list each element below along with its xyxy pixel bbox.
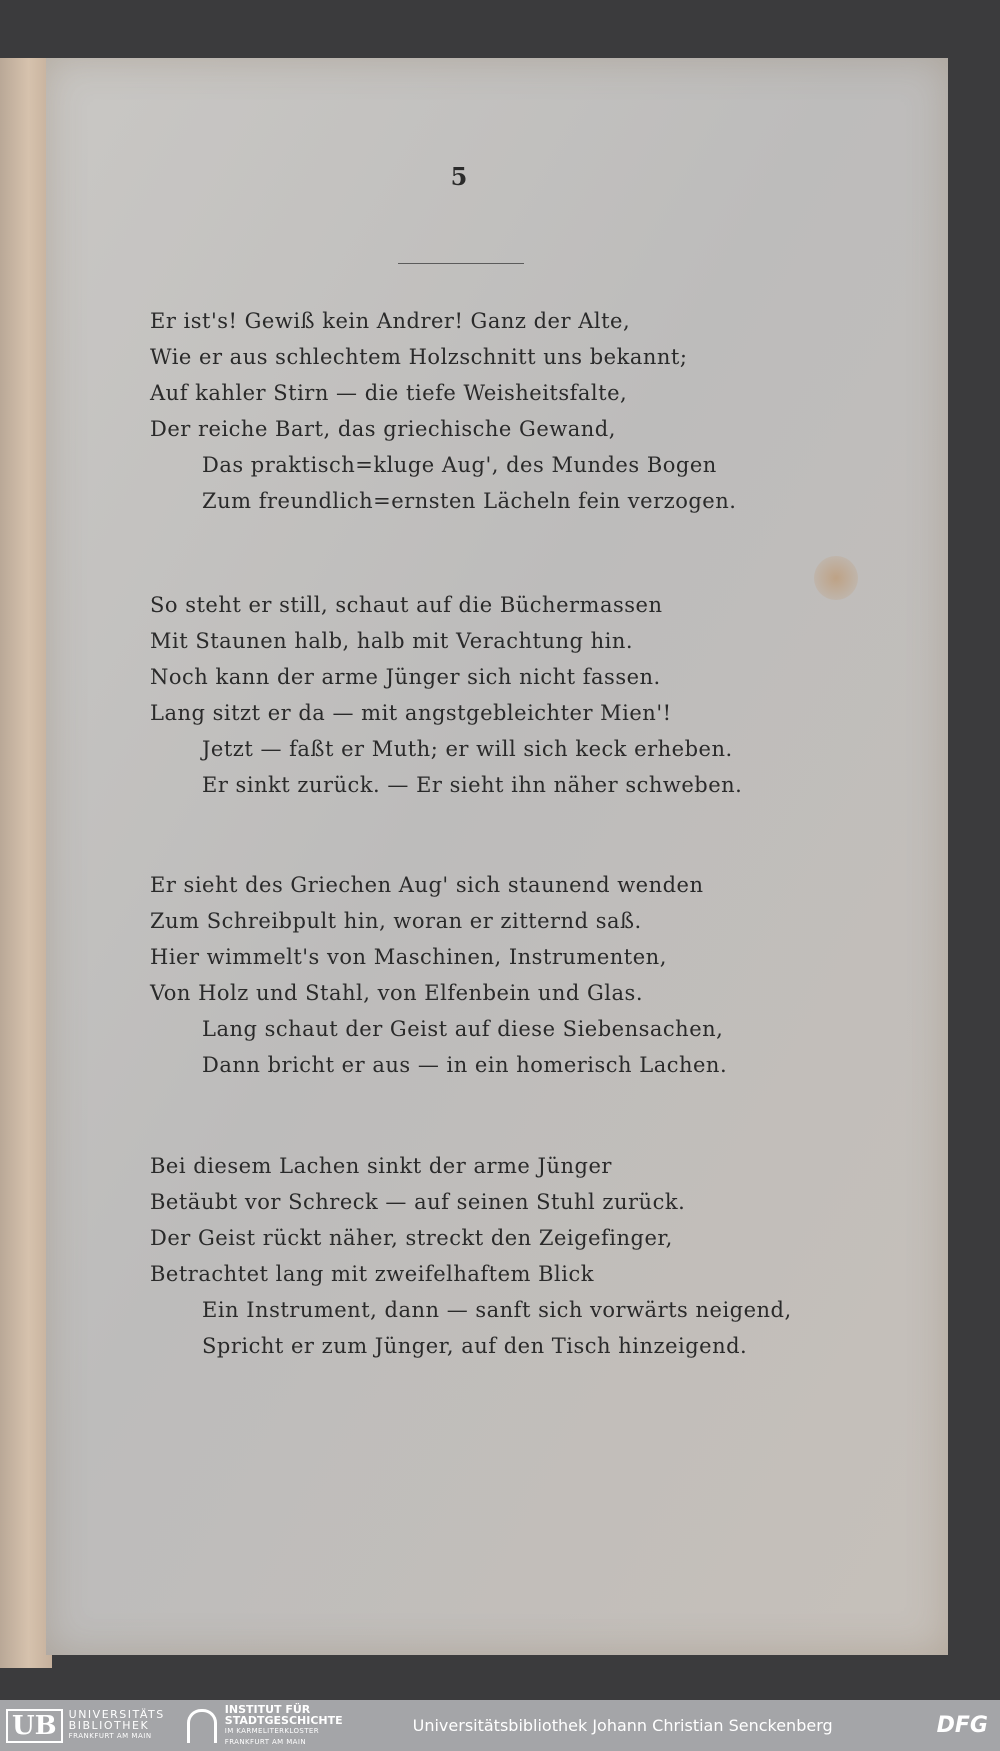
verse-line: Mit Staunen halb, halb mit Verachtung hin. — [150, 629, 634, 653]
verse-line: Zum freundlich=ernsten Lächeln fein verzogen. — [202, 489, 737, 513]
verse-line: Lang schaut der Geist auf diese Siebensachen, — [202, 1017, 724, 1041]
verse-line: Ein Instrument, dann — sanft sich vorwärts neigend, — [202, 1298, 792, 1322]
ub-logo-icon: UB — [6, 1709, 63, 1743]
verse-line: Betäubt vor Schreck — auf seinen Stuhl zurück. — [150, 1190, 686, 1214]
verse-line: So steht er still, schaut auf die Büchermassen — [150, 593, 663, 617]
verse-line: Er sinkt zurück. — Er sieht ihn näher schweben. — [202, 773, 743, 797]
verse-line: Dann bricht er aus — in ein homerisch Lachen. — [202, 1053, 728, 1077]
verse-line: Hier wimmelt's von Maschinen, Instrumenten, — [150, 945, 667, 969]
book-gutter — [0, 58, 52, 1668]
stanza-4 — [150, 1148, 850, 1364]
ub-logo-line: BIBLIOTHEK — [68, 1719, 150, 1732]
verse-line: Er sieht des Griechen Aug' sich staunend wenden — [150, 873, 704, 897]
verse-line: Lang sitzt er da — mit angstgebleichter Mien'! — [150, 701, 672, 725]
verse-line: Der Geist rückt näher, streckt den Zeigefinger, — [150, 1226, 673, 1250]
arch-icon — [187, 1709, 217, 1743]
verse-line: Der reiche Bart, das griechische Gewand, — [150, 417, 616, 441]
verse-line: Auf kahler Stirn — die tiefe Weisheitsfalte, — [150, 381, 628, 405]
verse-line: Bei diesem Lachen sinkt der arme Jünger — [150, 1154, 612, 1178]
stanza-2 — [150, 587, 850, 803]
verse-line: Wie er aus schlechtem Holzschnitt uns bekannt; — [150, 345, 688, 369]
institut-logo[interactable] — [187, 1704, 343, 1748]
institut-logo-line: IM KARMELITERKLOSTER — [224, 1726, 319, 1735]
verse-line: Spricht er zum Jünger, auf den Tisch hinzeigend. — [202, 1334, 748, 1358]
ub-logo-line: UNIVERSITÄTS — [68, 1708, 165, 1721]
footer-bar — [0, 1700, 1000, 1751]
library-name-link[interactable]: Universitätsbibliothek Johann Christian Senckenberg — [412, 1716, 833, 1735]
institut-logo-line: STADTGESCHICHTE — [224, 1713, 343, 1727]
verse-line: Das praktisch=kluge Aug', des Mundes Bogen — [202, 453, 717, 477]
verse-line: Betrachtet lang mit zweifelhaftem Blick — [150, 1262, 594, 1286]
stanza-3 — [150, 867, 850, 1083]
institut-logo-line: INSTITUT FÜR — [224, 1702, 311, 1716]
verse-line: Noch kann der arme Jünger sich nicht fassen. — [150, 665, 661, 689]
institut-logo-line: FRANKFURT AM MAIN — [224, 1737, 306, 1746]
header-rule — [398, 263, 524, 264]
book-page — [46, 58, 948, 1655]
dfg-logo[interactable]: DFG — [936, 1713, 988, 1738]
verse-line: Zum Schreibpult hin, woran er zitternd saß. — [150, 909, 642, 933]
ub-logo-line: FRANKFURT AM MAIN — [68, 1732, 152, 1740]
page-number: 5 — [450, 162, 468, 191]
ub-logo[interactable] — [6, 1709, 165, 1743]
verse-line: Er ist's! Gewiß kein Andrer! Ganz der Alte, — [150, 309, 631, 333]
verse-line: Jetzt — faßt er Muth; er will sich keck erheben. — [202, 737, 733, 761]
verse-line: Von Holz und Stahl, von Elfenbein und Glas. — [150, 981, 643, 1005]
stanza-1 — [150, 303, 850, 519]
